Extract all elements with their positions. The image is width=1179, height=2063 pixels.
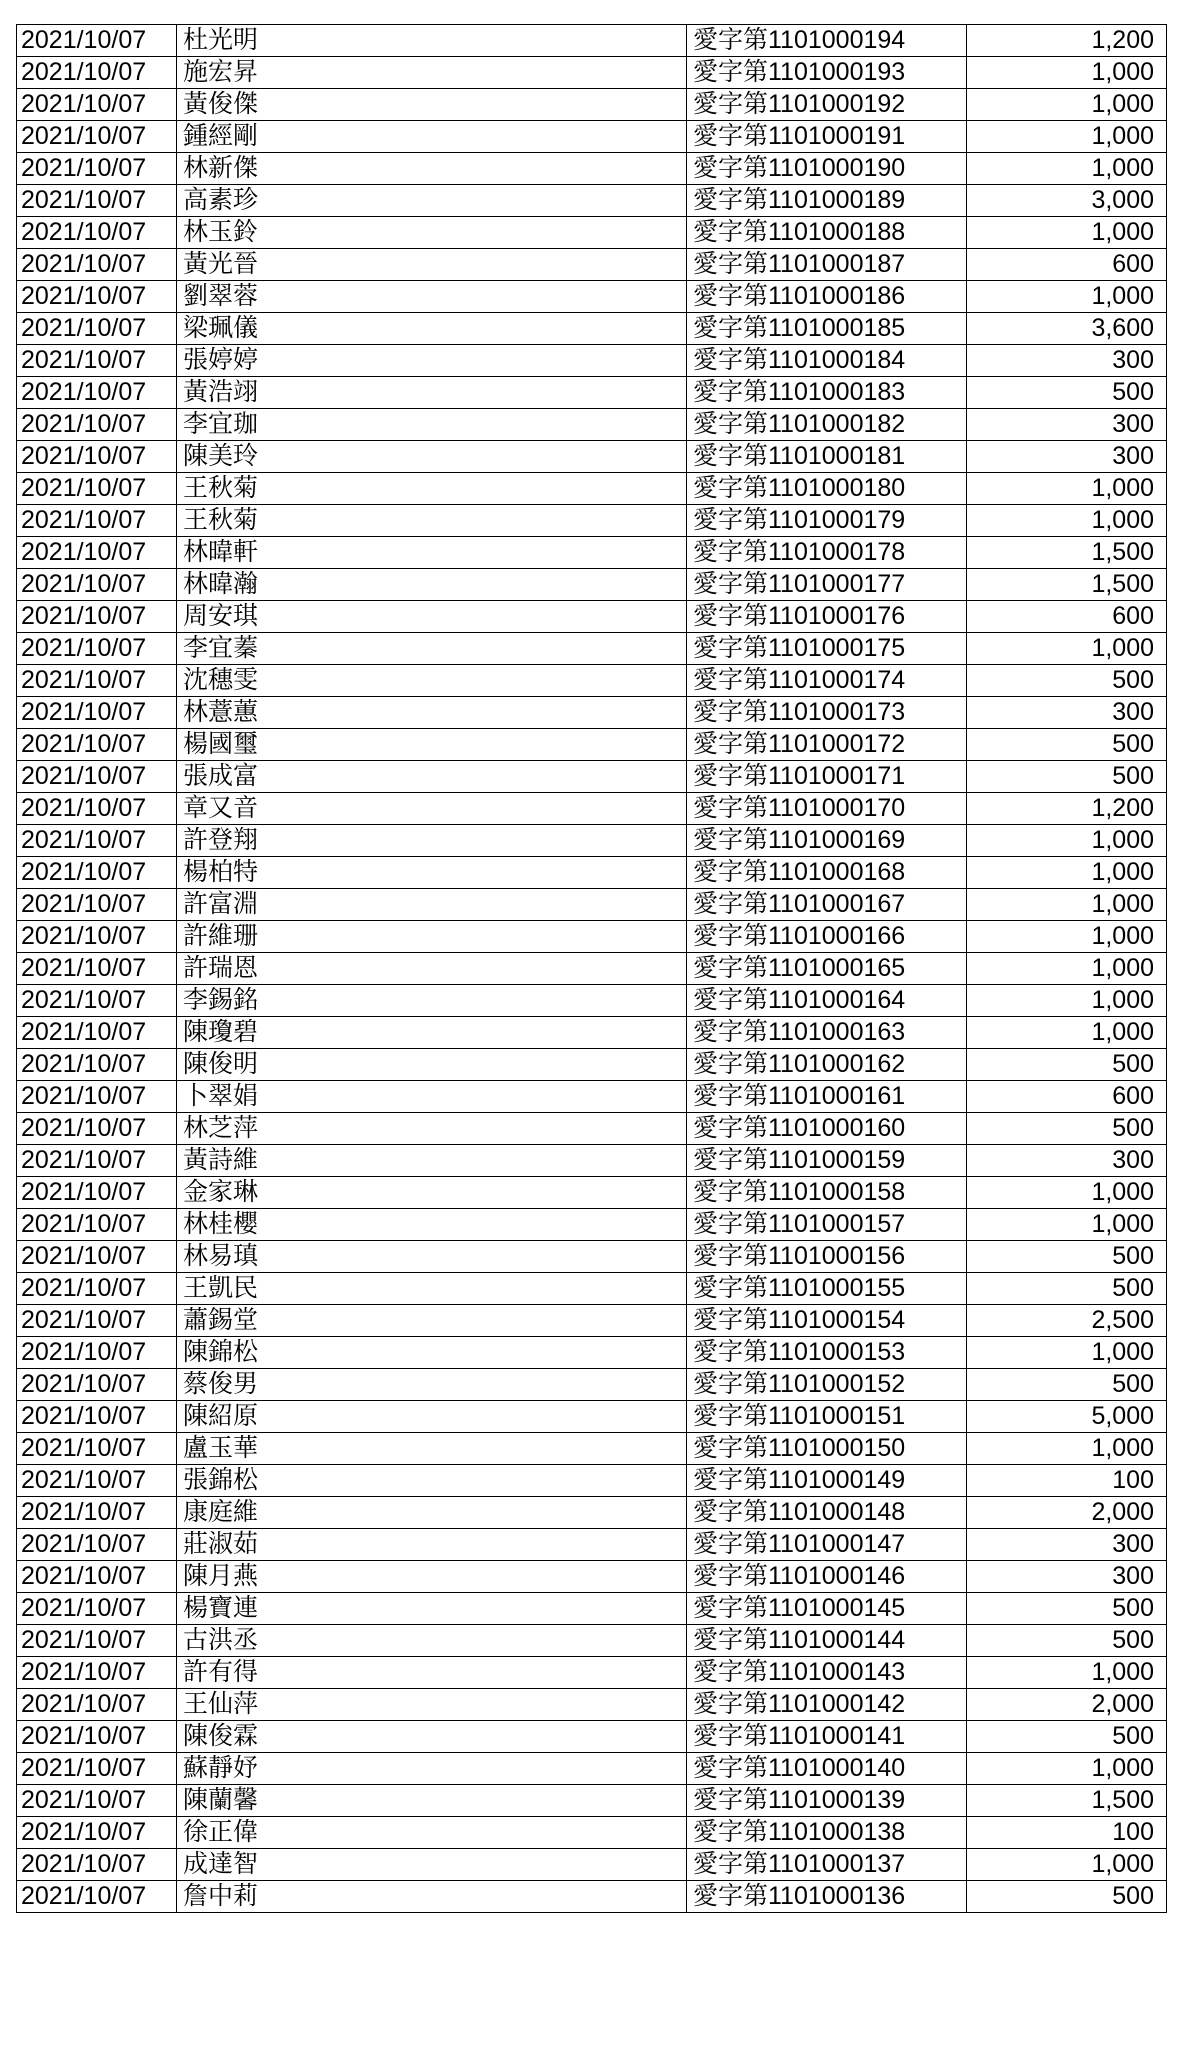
amount-cell: 600 <box>967 1081 1167 1113</box>
amount-cell: 1,000 <box>967 985 1167 1017</box>
receipt-number-cell: 愛字第1101000184 <box>687 345 967 377</box>
table-row <box>17 1817 1167 1849</box>
date-cell: 2021/10/07 <box>17 249 177 281</box>
donation-list-sheet <box>16 24 1166 1913</box>
table-row <box>17 25 1167 57</box>
amount-cell: 500 <box>967 1369 1167 1401</box>
date-cell: 2021/10/07 <box>17 1785 177 1817</box>
donor-name-cell: 黃俊傑 <box>177 89 687 121</box>
amount-cell: 2,000 <box>967 1689 1167 1721</box>
donor-name-cell: 楊寶連 <box>177 1593 687 1625</box>
donor-name-cell: 鍾經剛 <box>177 121 687 153</box>
donor-name-cell: 李宜蓁 <box>177 633 687 665</box>
date-cell: 2021/10/07 <box>17 441 177 473</box>
date-cell: 2021/10/07 <box>17 1561 177 1593</box>
donor-name-cell: 黃浩翊 <box>177 377 687 409</box>
receipt-number-cell: 愛字第1101000182 <box>687 409 967 441</box>
donor-name-cell: 陳瓊碧 <box>177 1017 687 1049</box>
donor-name-cell: 陳蘭馨 <box>177 1785 687 1817</box>
date-cell: 2021/10/07 <box>17 409 177 441</box>
receipt-number-cell: 愛字第1101000156 <box>687 1241 967 1273</box>
amount-cell: 1,000 <box>967 1753 1167 1785</box>
date-cell: 2021/10/07 <box>17 1049 177 1081</box>
amount-cell: 500 <box>967 1241 1167 1273</box>
date-cell: 2021/10/07 <box>17 697 177 729</box>
donor-name-cell: 許富淵 <box>177 889 687 921</box>
donor-name-cell: 杜光明 <box>177 25 687 57</box>
date-cell: 2021/10/07 <box>17 1337 177 1369</box>
receipt-number-cell: 愛字第1101000171 <box>687 761 967 793</box>
donor-name-cell: 林暐軒 <box>177 537 687 569</box>
date-cell: 2021/10/07 <box>17 729 177 761</box>
donation-table-body <box>17 25 1167 1913</box>
date-cell: 2021/10/07 <box>17 313 177 345</box>
amount-cell: 500 <box>967 1113 1167 1145</box>
receipt-number-cell: 愛字第1101000165 <box>687 953 967 985</box>
donor-name-cell: 章又音 <box>177 793 687 825</box>
amount-cell: 5,000 <box>967 1401 1167 1433</box>
donor-name-cell: 王秋菊 <box>177 473 687 505</box>
table-row <box>17 1657 1167 1689</box>
amount-cell: 1,200 <box>967 793 1167 825</box>
donor-name-cell: 張錦松 <box>177 1465 687 1497</box>
receipt-number-cell: 愛字第1101000158 <box>687 1177 967 1209</box>
donor-name-cell: 周安琪 <box>177 601 687 633</box>
amount-cell: 500 <box>967 1593 1167 1625</box>
receipt-number-cell: 愛字第1101000143 <box>687 1657 967 1689</box>
table-row <box>17 1305 1167 1337</box>
donor-name-cell: 林薏蕙 <box>177 697 687 729</box>
date-cell: 2021/10/07 <box>17 1689 177 1721</box>
table-row <box>17 345 1167 377</box>
amount-cell: 1,000 <box>967 121 1167 153</box>
table-row <box>17 185 1167 217</box>
amount-cell: 1,000 <box>967 921 1167 953</box>
date-cell: 2021/10/07 <box>17 633 177 665</box>
receipt-number-cell: 愛字第1101000142 <box>687 1689 967 1721</box>
date-cell: 2021/10/07 <box>17 1625 177 1657</box>
date-cell: 2021/10/07 <box>17 825 177 857</box>
amount-cell: 1,000 <box>967 1209 1167 1241</box>
table-row <box>17 761 1167 793</box>
receipt-number-cell: 愛字第1101000136 <box>687 1881 967 1913</box>
amount-cell: 500 <box>967 729 1167 761</box>
table-row <box>17 601 1167 633</box>
donor-name-cell: 施宏昇 <box>177 57 687 89</box>
amount-cell: 1,000 <box>967 473 1167 505</box>
donor-name-cell: 劉翠蓉 <box>177 281 687 313</box>
receipt-number-cell: 愛字第1101000138 <box>687 1817 967 1849</box>
amount-cell: 600 <box>967 249 1167 281</box>
donor-name-cell: 張成富 <box>177 761 687 793</box>
amount-cell: 300 <box>967 1529 1167 1561</box>
donor-name-cell: 陳紹原 <box>177 1401 687 1433</box>
amount-cell: 300 <box>967 697 1167 729</box>
amount-cell: 500 <box>967 1273 1167 1305</box>
donor-name-cell: 盧玉華 <box>177 1433 687 1465</box>
receipt-number-cell: 愛字第1101000188 <box>687 217 967 249</box>
receipt-number-cell: 愛字第1101000147 <box>687 1529 967 1561</box>
table-row <box>17 1689 1167 1721</box>
donor-name-cell: 黃詩維 <box>177 1145 687 1177</box>
receipt-number-cell: 愛字第1101000151 <box>687 1401 967 1433</box>
amount-cell: 100 <box>967 1817 1167 1849</box>
date-cell: 2021/10/07 <box>17 505 177 537</box>
date-cell: 2021/10/07 <box>17 1529 177 1561</box>
table-row <box>17 57 1167 89</box>
receipt-number-cell: 愛字第1101000167 <box>687 889 967 921</box>
amount-cell: 500 <box>967 1625 1167 1657</box>
donor-name-cell: 林芝萍 <box>177 1113 687 1145</box>
donor-name-cell: 陳俊明 <box>177 1049 687 1081</box>
table-row <box>17 665 1167 697</box>
donor-name-cell: 林玉鈴 <box>177 217 687 249</box>
amount-cell: 1,000 <box>967 1177 1167 1209</box>
table-row <box>17 281 1167 313</box>
date-cell: 2021/10/07 <box>17 57 177 89</box>
donor-name-cell: 康庭維 <box>177 1497 687 1529</box>
amount-cell: 500 <box>967 377 1167 409</box>
donor-name-cell: 蕭錫堂 <box>177 1305 687 1337</box>
receipt-number-cell: 愛字第1101000153 <box>687 1337 967 1369</box>
receipt-number-cell: 愛字第1101000185 <box>687 313 967 345</box>
receipt-number-cell: 愛字第1101000155 <box>687 1273 967 1305</box>
amount-cell: 300 <box>967 441 1167 473</box>
table-row <box>17 249 1167 281</box>
receipt-number-cell: 愛字第1101000170 <box>687 793 967 825</box>
table-row <box>17 89 1167 121</box>
table-row <box>17 889 1167 921</box>
donor-name-cell: 張婷婷 <box>177 345 687 377</box>
donor-name-cell: 許瑞恩 <box>177 953 687 985</box>
donor-name-cell: 李宜珈 <box>177 409 687 441</box>
donor-name-cell: 林桂櫻 <box>177 1209 687 1241</box>
table-row <box>17 313 1167 345</box>
table-row <box>17 1273 1167 1305</box>
table-row <box>17 1561 1167 1593</box>
amount-cell: 600 <box>967 601 1167 633</box>
amount-cell: 100 <box>967 1465 1167 1497</box>
date-cell: 2021/10/07 <box>17 1017 177 1049</box>
donor-name-cell: 林易瑱 <box>177 1241 687 1273</box>
amount-cell: 500 <box>967 761 1167 793</box>
table-row <box>17 985 1167 1017</box>
amount-cell: 500 <box>967 1049 1167 1081</box>
receipt-number-cell: 愛字第1101000176 <box>687 601 967 633</box>
amount-cell: 500 <box>967 1881 1167 1913</box>
date-cell: 2021/10/07 <box>17 153 177 185</box>
receipt-number-cell: 愛字第1101000157 <box>687 1209 967 1241</box>
amount-cell: 300 <box>967 345 1167 377</box>
receipt-number-cell: 愛字第1101000169 <box>687 825 967 857</box>
date-cell: 2021/10/07 <box>17 1305 177 1337</box>
receipt-number-cell: 愛字第1101000159 <box>687 1145 967 1177</box>
receipt-number-cell: 愛字第1101000175 <box>687 633 967 665</box>
table-row <box>17 825 1167 857</box>
table-row <box>17 1337 1167 1369</box>
donor-name-cell: 許有得 <box>177 1657 687 1689</box>
date-cell: 2021/10/07 <box>17 601 177 633</box>
amount-cell: 1,000 <box>967 505 1167 537</box>
table-row <box>17 409 1167 441</box>
date-cell: 2021/10/07 <box>17 857 177 889</box>
amount-cell: 1,000 <box>967 281 1167 313</box>
date-cell: 2021/10/07 <box>17 793 177 825</box>
table-row <box>17 1241 1167 1273</box>
amount-cell: 3,000 <box>967 185 1167 217</box>
donor-name-cell: 成達智 <box>177 1849 687 1881</box>
donor-name-cell: 金家琳 <box>177 1177 687 1209</box>
receipt-number-cell: 愛字第1101000190 <box>687 153 967 185</box>
date-cell: 2021/10/07 <box>17 1593 177 1625</box>
donor-name-cell: 莊淑茹 <box>177 1529 687 1561</box>
date-cell: 2021/10/07 <box>17 985 177 1017</box>
table-row <box>17 1849 1167 1881</box>
date-cell: 2021/10/07 <box>17 345 177 377</box>
donor-name-cell: 王仙萍 <box>177 1689 687 1721</box>
table-row <box>17 377 1167 409</box>
date-cell: 2021/10/07 <box>17 185 177 217</box>
donor-name-cell: 徐正偉 <box>177 1817 687 1849</box>
date-cell: 2021/10/07 <box>17 1401 177 1433</box>
donation-table <box>16 24 1167 1913</box>
table-row <box>17 1721 1167 1753</box>
donor-name-cell: 沈穗雯 <box>177 665 687 697</box>
donor-name-cell: 黃光晉 <box>177 249 687 281</box>
donor-name-cell: 許登翔 <box>177 825 687 857</box>
amount-cell: 1,500 <box>967 569 1167 601</box>
amount-cell: 3,600 <box>967 313 1167 345</box>
date-cell: 2021/10/07 <box>17 1145 177 1177</box>
donor-name-cell: 高素珍 <box>177 185 687 217</box>
donor-name-cell: 梁珮儀 <box>177 313 687 345</box>
receipt-number-cell: 愛字第1101000146 <box>687 1561 967 1593</box>
donor-name-cell: 蘇靜妤 <box>177 1753 687 1785</box>
amount-cell: 2,000 <box>967 1497 1167 1529</box>
receipt-number-cell: 愛字第1101000192 <box>687 89 967 121</box>
amount-cell: 1,000 <box>967 1017 1167 1049</box>
date-cell: 2021/10/07 <box>17 25 177 57</box>
receipt-number-cell: 愛字第1101000189 <box>687 185 967 217</box>
date-cell: 2021/10/07 <box>17 1241 177 1273</box>
receipt-number-cell: 愛字第1101000148 <box>687 1497 967 1529</box>
table-row <box>17 921 1167 953</box>
date-cell: 2021/10/07 <box>17 473 177 505</box>
table-row <box>17 1529 1167 1561</box>
date-cell: 2021/10/07 <box>17 121 177 153</box>
receipt-number-cell: 愛字第1101000194 <box>687 25 967 57</box>
table-row <box>17 537 1167 569</box>
date-cell: 2021/10/07 <box>17 1657 177 1689</box>
receipt-number-cell: 愛字第1101000178 <box>687 537 967 569</box>
donor-name-cell: 詹中莉 <box>177 1881 687 1913</box>
date-cell: 2021/10/07 <box>17 1721 177 1753</box>
date-cell: 2021/10/07 <box>17 1273 177 1305</box>
amount-cell: 300 <box>967 1145 1167 1177</box>
table-row <box>17 121 1167 153</box>
table-row <box>17 953 1167 985</box>
table-row <box>17 441 1167 473</box>
donor-name-cell: 卜翠娟 <box>177 1081 687 1113</box>
date-cell: 2021/10/07 <box>17 1177 177 1209</box>
date-cell: 2021/10/07 <box>17 1209 177 1241</box>
table-row <box>17 505 1167 537</box>
receipt-number-cell: 愛字第1101000191 <box>687 121 967 153</box>
amount-cell: 1,000 <box>967 857 1167 889</box>
receipt-number-cell: 愛字第1101000137 <box>687 1849 967 1881</box>
amount-cell: 1,000 <box>967 633 1167 665</box>
amount-cell: 300 <box>967 409 1167 441</box>
date-cell: 2021/10/07 <box>17 665 177 697</box>
date-cell: 2021/10/07 <box>17 1849 177 1881</box>
amount-cell: 1,000 <box>967 89 1167 121</box>
donor-name-cell: 陳美玲 <box>177 441 687 473</box>
receipt-number-cell: 愛字第1101000150 <box>687 1433 967 1465</box>
donor-name-cell: 蔡俊男 <box>177 1369 687 1401</box>
table-row <box>17 153 1167 185</box>
receipt-number-cell: 愛字第1101000186 <box>687 281 967 313</box>
receipt-number-cell: 愛字第1101000173 <box>687 697 967 729</box>
amount-cell: 1,000 <box>967 889 1167 921</box>
donor-name-cell: 陳月燕 <box>177 1561 687 1593</box>
date-cell: 2021/10/07 <box>17 1081 177 1113</box>
receipt-number-cell: 愛字第1101000162 <box>687 1049 967 1081</box>
amount-cell: 1,000 <box>967 825 1167 857</box>
amount-cell: 500 <box>967 665 1167 697</box>
date-cell: 2021/10/07 <box>17 1465 177 1497</box>
table-row <box>17 857 1167 889</box>
date-cell: 2021/10/07 <box>17 1817 177 1849</box>
table-row <box>17 697 1167 729</box>
receipt-number-cell: 愛字第1101000193 <box>687 57 967 89</box>
donor-name-cell: 許維珊 <box>177 921 687 953</box>
donor-name-cell: 林暐瀚 <box>177 569 687 601</box>
table-row <box>17 793 1167 825</box>
table-row <box>17 1049 1167 1081</box>
table-row <box>17 473 1167 505</box>
date-cell: 2021/10/07 <box>17 1433 177 1465</box>
receipt-number-cell: 愛字第1101000152 <box>687 1369 967 1401</box>
amount-cell: 1,000 <box>967 57 1167 89</box>
receipt-number-cell: 愛字第1101000145 <box>687 1593 967 1625</box>
date-cell: 2021/10/07 <box>17 889 177 921</box>
table-row <box>17 1785 1167 1817</box>
receipt-number-cell: 愛字第1101000154 <box>687 1305 967 1337</box>
date-cell: 2021/10/07 <box>17 281 177 313</box>
table-row <box>17 1593 1167 1625</box>
date-cell: 2021/10/07 <box>17 1881 177 1913</box>
receipt-number-cell: 愛字第1101000181 <box>687 441 967 473</box>
table-row <box>17 1401 1167 1433</box>
table-row <box>17 1465 1167 1497</box>
table-row <box>17 569 1167 601</box>
receipt-number-cell: 愛字第1101000183 <box>687 377 967 409</box>
date-cell: 2021/10/07 <box>17 1113 177 1145</box>
date-cell: 2021/10/07 <box>17 89 177 121</box>
amount-cell: 1,500 <box>967 1785 1167 1817</box>
receipt-number-cell: 愛字第1101000144 <box>687 1625 967 1657</box>
table-row <box>17 1497 1167 1529</box>
table-row <box>17 1433 1167 1465</box>
receipt-number-cell: 愛字第1101000160 <box>687 1113 967 1145</box>
amount-cell: 1,000 <box>967 153 1167 185</box>
receipt-number-cell: 愛字第1101000163 <box>687 1017 967 1049</box>
amount-cell: 1,000 <box>967 1657 1167 1689</box>
date-cell: 2021/10/07 <box>17 1753 177 1785</box>
receipt-number-cell: 愛字第1101000177 <box>687 569 967 601</box>
table-row <box>17 1081 1167 1113</box>
amount-cell: 1,200 <box>967 25 1167 57</box>
amount-cell: 500 <box>967 1721 1167 1753</box>
receipt-number-cell: 愛字第1101000140 <box>687 1753 967 1785</box>
table-row <box>17 1113 1167 1145</box>
table-row <box>17 1881 1167 1913</box>
table-row <box>17 217 1167 249</box>
table-row <box>17 1017 1167 1049</box>
receipt-number-cell: 愛字第1101000164 <box>687 985 967 1017</box>
table-row <box>17 1369 1167 1401</box>
table-row <box>17 1753 1167 1785</box>
donor-name-cell: 王凱民 <box>177 1273 687 1305</box>
amount-cell: 1,000 <box>967 1337 1167 1369</box>
amount-cell: 300 <box>967 1561 1167 1593</box>
receipt-number-cell: 愛字第1101000174 <box>687 665 967 697</box>
table-row <box>17 1145 1167 1177</box>
table-row <box>17 633 1167 665</box>
date-cell: 2021/10/07 <box>17 377 177 409</box>
receipt-number-cell: 愛字第1101000179 <box>687 505 967 537</box>
receipt-number-cell: 愛字第1101000161 <box>687 1081 967 1113</box>
amount-cell: 1,000 <box>967 953 1167 985</box>
table-row <box>17 1625 1167 1657</box>
donor-name-cell: 李錫銘 <box>177 985 687 1017</box>
donor-name-cell: 王秋菊 <box>177 505 687 537</box>
table-row <box>17 1177 1167 1209</box>
amount-cell: 1,000 <box>967 1849 1167 1881</box>
receipt-number-cell: 愛字第1101000180 <box>687 473 967 505</box>
donor-name-cell: 陳錦松 <box>177 1337 687 1369</box>
donor-name-cell: 陳俊霖 <box>177 1721 687 1753</box>
amount-cell: 1,000 <box>967 1433 1167 1465</box>
date-cell: 2021/10/07 <box>17 569 177 601</box>
date-cell: 2021/10/07 <box>17 1497 177 1529</box>
amount-cell: 1,000 <box>967 217 1167 249</box>
date-cell: 2021/10/07 <box>17 921 177 953</box>
date-cell: 2021/10/07 <box>17 217 177 249</box>
receipt-number-cell: 愛字第1101000141 <box>687 1721 967 1753</box>
donor-name-cell: 楊柏特 <box>177 857 687 889</box>
table-row <box>17 729 1167 761</box>
date-cell: 2021/10/07 <box>17 537 177 569</box>
table-row <box>17 1209 1167 1241</box>
donor-name-cell: 林新傑 <box>177 153 687 185</box>
amount-cell: 1,500 <box>967 537 1167 569</box>
donor-name-cell: 楊國璽 <box>177 729 687 761</box>
receipt-number-cell: 愛字第1101000187 <box>687 249 967 281</box>
receipt-number-cell: 愛字第1101000172 <box>687 729 967 761</box>
date-cell: 2021/10/07 <box>17 1369 177 1401</box>
date-cell: 2021/10/07 <box>17 953 177 985</box>
receipt-number-cell: 愛字第1101000149 <box>687 1465 967 1497</box>
receipt-number-cell: 愛字第1101000166 <box>687 921 967 953</box>
date-cell: 2021/10/07 <box>17 761 177 793</box>
donor-name-cell: 古洪丞 <box>177 1625 687 1657</box>
amount-cell: 2,500 <box>967 1305 1167 1337</box>
receipt-number-cell: 愛字第1101000168 <box>687 857 967 889</box>
receipt-number-cell: 愛字第1101000139 <box>687 1785 967 1817</box>
